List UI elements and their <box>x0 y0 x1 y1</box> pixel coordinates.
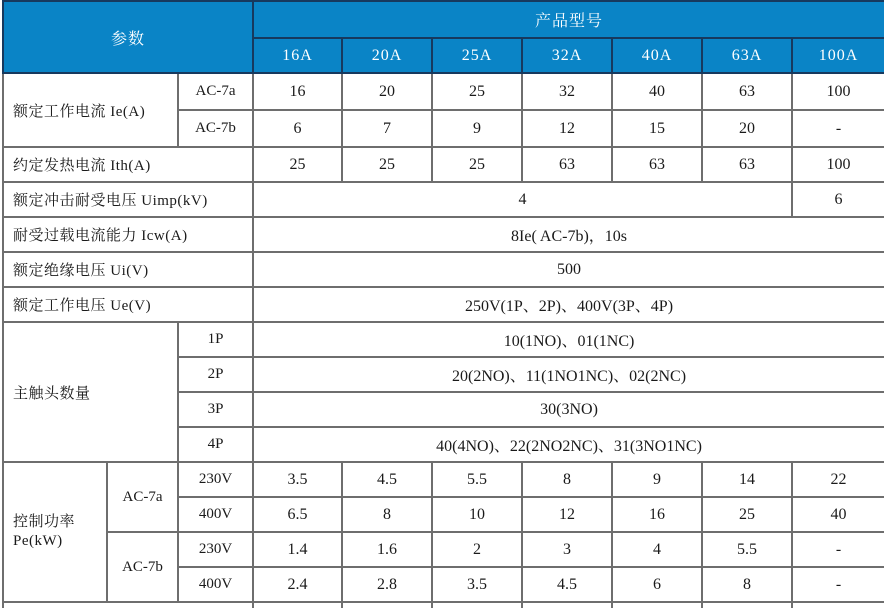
value-cell: 63 <box>612 147 702 182</box>
row-pe-a230 <box>3 462 884 497</box>
value-cell: 20 <box>702 110 792 147</box>
row-ue <box>3 287 884 322</box>
value-cell: 6.5 <box>253 497 342 532</box>
value-cell: 15 <box>612 110 702 147</box>
product-spec-table <box>2 0 884 608</box>
row-ith <box>3 147 884 182</box>
value-cell: - <box>792 567 884 602</box>
value-cell: 25 <box>342 147 432 182</box>
value-cell: 4 <box>612 532 702 567</box>
row-partial-cutoff <box>3 602 884 608</box>
value-cell: 100 <box>792 147 884 182</box>
pe-label <box>3 462 107 602</box>
ue-value: 250V(1P、2P)、400V(3P、4P) <box>253 287 884 322</box>
row-ui <box>3 252 884 287</box>
poles-4p-sublabel: 4P <box>178 427 253 462</box>
value-cell: 40 <box>792 497 884 532</box>
partial-cell <box>432 602 522 608</box>
partial-cell <box>342 602 432 608</box>
value-cell: 2.8 <box>342 567 432 602</box>
value-cell: 25 <box>432 147 522 182</box>
poles-label: 主触头数量 <box>3 322 178 462</box>
value-cell: 25 <box>702 497 792 532</box>
value-cell: 100 <box>792 73 884 110</box>
pe-a400-sublabel: 400V <box>178 497 253 532</box>
value-cell: 3.5 <box>432 567 522 602</box>
pe-a230-sublabel: 230V <box>178 462 253 497</box>
poles-3p-sublabel: 3P <box>178 392 253 427</box>
ui-value: 500 <box>253 252 884 287</box>
value-cell: 63 <box>702 147 792 182</box>
row-poles-1p <box>3 322 884 357</box>
uimp-value-main: 4 <box>253 182 792 217</box>
rating-header-63a: 63A <box>702 38 792 73</box>
row-icw <box>3 217 884 252</box>
rating-header-100a: 100A <box>792 38 884 73</box>
value-cell: 12 <box>522 497 612 532</box>
rating-header-32a: 32A <box>522 38 612 73</box>
value-cell: 1.4 <box>253 532 342 567</box>
value-cell: 16 <box>612 497 702 532</box>
row-ie-ac7a <box>3 73 884 110</box>
value-cell: 6 <box>612 567 702 602</box>
ue-label: 额定工作电压 Ue(V) <box>3 287 253 322</box>
poles-1p-sublabel: 1P <box>178 322 253 357</box>
partial-cell <box>612 602 702 608</box>
partial-cell <box>792 602 884 608</box>
value-cell: 5.5 <box>432 462 522 497</box>
value-cell: - <box>792 110 884 147</box>
value-cell: 25 <box>253 147 342 182</box>
value-cell: 10 <box>432 497 522 532</box>
partial-label-cell <box>3 602 253 608</box>
value-cell: 3.5 <box>253 462 342 497</box>
rating-header-40a: 40A <box>612 38 702 73</box>
pe-ac7a-sublabel: AC-7a <box>107 462 178 532</box>
product-model-header: 产品型号 <box>253 1 884 38</box>
value-cell: 2.4 <box>253 567 342 602</box>
value-cell: 9 <box>612 462 702 497</box>
poles-4p-value: 40(4NO)、22(2NO2NC)、31(3NO1NC) <box>253 427 884 462</box>
value-cell: 9 <box>432 110 522 147</box>
value-cell: 63 <box>702 73 792 110</box>
ie-ac7a-sublabel: AC-7a <box>178 73 253 110</box>
header-row-1 <box>3 1 884 38</box>
param-header: 参数 <box>3 1 253 73</box>
value-cell: 4.5 <box>342 462 432 497</box>
value-cell: 3 <box>522 532 612 567</box>
value-cell: 32 <box>522 73 612 110</box>
pe-label-line1: 控制功率 <box>13 514 76 531</box>
value-cell: 1.6 <box>342 532 432 567</box>
poles-3p-value: 30(3NO) <box>253 392 884 427</box>
pe-b230-sublabel: 230V <box>178 532 253 567</box>
value-cell: 22 <box>792 462 884 497</box>
value-cell: 12 <box>522 110 612 147</box>
value-cell: 63 <box>522 147 612 182</box>
poles-2p-value: 20(2NO)、11(1NO1NC)、02(2NC) <box>253 357 884 392</box>
value-cell: 20 <box>342 73 432 110</box>
pe-label-line2: Pe(kW) <box>13 533 63 549</box>
value-cell: 14 <box>702 462 792 497</box>
row-pe-b230 <box>3 532 884 567</box>
icw-value: 8Ie( AC-7b)，10s <box>253 217 884 252</box>
partial-cell <box>702 602 792 608</box>
ie-ac7b-sublabel: AC-7b <box>178 110 253 147</box>
pe-ac7b-sublabel: AC-7b <box>107 532 178 602</box>
poles-2p-sublabel: 2P <box>178 357 253 392</box>
value-cell: 8 <box>522 462 612 497</box>
value-cell: - <box>792 532 884 567</box>
uimp-label: 额定冲击耐受电压 Uimp(kV) <box>3 182 253 217</box>
ie-label: 额定工作电流 Ie(A) <box>3 73 178 147</box>
row-uimp <box>3 182 884 217</box>
value-cell: 6 <box>253 110 342 147</box>
rating-header-16a: 16A <box>253 38 342 73</box>
partial-cell <box>253 602 342 608</box>
value-cell: 2 <box>432 532 522 567</box>
partial-cell <box>522 602 612 608</box>
value-cell: 5.5 <box>702 532 792 567</box>
value-cell: 7 <box>342 110 432 147</box>
pe-b400-sublabel: 400V <box>178 567 253 602</box>
value-cell: 25 <box>432 73 522 110</box>
value-cell: 4.5 <box>522 567 612 602</box>
rating-header-25a: 25A <box>432 38 522 73</box>
rating-header-20a: 20A <box>342 38 432 73</box>
poles-1p-value: 10(1NO)、01(1NC) <box>253 322 884 357</box>
value-cell: 8 <box>702 567 792 602</box>
value-cell: 40 <box>612 73 702 110</box>
uimp-value-100a: 6 <box>792 182 884 217</box>
value-cell: 16 <box>253 73 342 110</box>
value-cell: 8 <box>342 497 432 532</box>
ith-label: 约定发热电流 Ith(A) <box>3 147 253 182</box>
icw-label: 耐受过载电流能力 Icw(A) <box>3 217 253 252</box>
ui-label: 额定绝缘电压 Ui(V) <box>3 252 253 287</box>
